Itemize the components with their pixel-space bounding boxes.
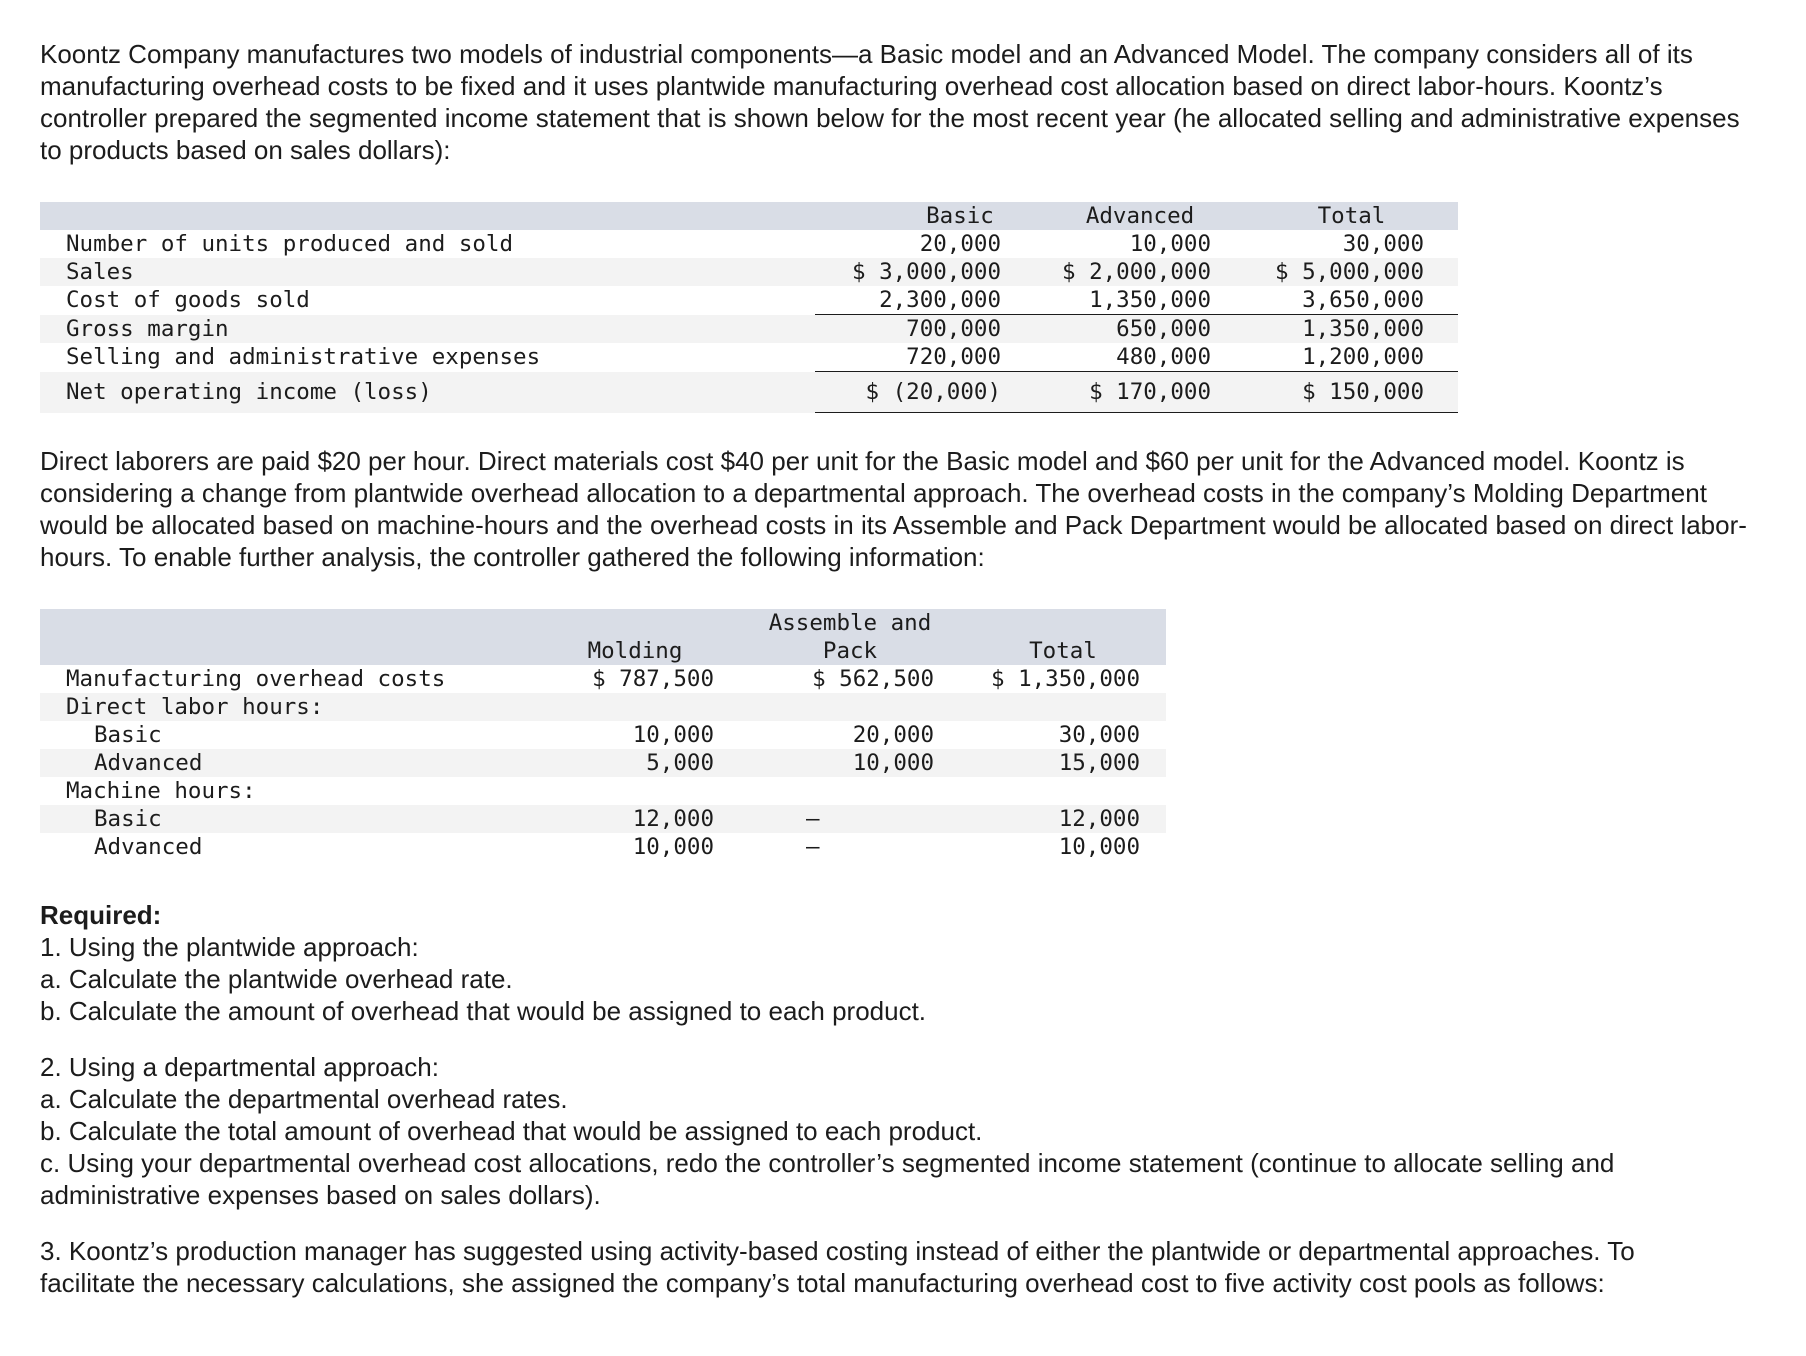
table-row [40,315,1458,344]
cell-molding: $ 787,500 [592,666,714,692]
row-label: Gross margin [40,315,815,344]
col-total-header: Total [1245,202,1458,230]
cell-basic: 720,000 [815,343,1035,372]
cell-total: 1,350,000 [1245,315,1458,344]
cell-advanced: $ 2,000,000 [1035,258,1245,286]
cell-total: $ 150,000 [1245,372,1458,413]
intro-paragraph: Koontz Company manufactures two models of industrial components—a Basic model and an Advanced Model. The company considers all of its manufacturing overhead costs to be fixed and it uses plantwide manufacturing overhead cost allocation based on direct labor-hours. Koontz’s controller prepared the segmented income statement that is shown below for the most recent year (he allocated selling and administrative expenses to products based on sales dollars): [40,39,1740,165]
income-header-row [40,202,1458,230]
col-molding-header: Molding [530,637,740,665]
part2-line: a. Calculate the departmental overhead rates. [40,1084,568,1114]
cell-assemble: $ 562,500 [812,666,934,692]
table-row [40,805,1166,833]
row-label: Manufacturing overhead costs [66,666,446,692]
required-heading: Required: [40,900,162,930]
cell-assemble: 20,000 [852,722,934,748]
cell-advanced: 650,000 [1035,315,1245,344]
required-section [40,899,1780,1299]
cell-advanced: 10,000 [1129,231,1211,257]
table-row [40,721,1166,749]
dept-header-row-1 [40,609,1166,637]
cell-basic: 700,000 [815,315,1035,344]
part2-line: 2. Using a departmental approach: [40,1052,439,1082]
cell-total: 10,000 [1058,834,1140,860]
cell-assemble: – [806,834,820,860]
cell-basic: $ 3,000,000 [815,258,1035,286]
row-label: Advanced [40,749,530,777]
row-label: Advanced [94,834,203,860]
cell-total: 15,000 [960,749,1166,777]
row-label: Sales [40,258,815,286]
row-label: Selling and administrative expenses [66,344,541,371]
cell-assemble: 10,000 [740,749,960,777]
cell-advanced: $ 170,000 [1035,372,1245,413]
table-row [40,777,1166,805]
cell-total: $ 5,000,000 [1245,258,1458,286]
department-table [40,609,1166,861]
problem-document [40,38,1780,1299]
cell-molding: 10,000 [632,834,714,860]
cell-advanced: 1,350,000 [1035,286,1245,315]
income-statement-table [40,202,1458,413]
cell-assemble: – [740,805,960,833]
table-row [40,749,1166,777]
cell-total: 3,650,000 [1245,286,1458,315]
col-basic-header: Basic [815,202,1035,230]
row-label: Cost of goods sold [66,287,310,314]
table-row [40,258,1458,286]
part2-line: c. Using your departmental overhead cost allocations, redo the controller’s segmented income statement (continue to allocate selling and administrative expenses based on sales dollars). [40,1148,1615,1210]
cell-advanced: 480,000 [1035,343,1245,372]
part1-line: 1. Using the plantwide approach: [40,932,419,962]
row-label: Basic [94,722,162,748]
row-label: Number of units produced and sold [66,231,514,257]
table-row [40,286,1458,315]
col-advanced-header: Advanced [1035,202,1245,230]
cell-total: 1,200,000 [1245,343,1458,372]
table-row [40,343,1458,372]
col-assemble-header-line1: Assemble and [740,609,960,637]
part3-paragraph: 3. Koontz’s production manager has suggested using activity-based costing instead of either the plantwide or departmental approaches. To facilitate the necessary calculations, she assigned the company’s total manufacturing overhead cost to five activity cost pools as follows: [40,1236,1635,1298]
cell-total: 30,000 [1342,231,1424,257]
cell-total: $ 1,350,000 [990,666,1140,692]
part1-line: a. Calculate the plantwide overhead rate. [40,964,513,994]
table-row [40,833,1166,861]
cell-molding: 12,000 [530,805,740,833]
col-total-header: Total [960,637,1166,665]
cell-basic: 20,000 [919,231,1001,257]
part2-line: b. Calculate the total amount of overhead that would be assigned to each product. [40,1116,983,1146]
table-row [40,693,1166,721]
cell-molding: 5,000 [530,749,740,777]
section-label: Machine hours: [66,778,256,804]
cell-basic: $ (20,000) [815,372,1035,413]
col-assemble-header-line2: Pack [740,637,960,665]
dept-header-row-2 [40,637,1166,665]
cell-molding: 10,000 [632,722,714,748]
row-label: Basic [40,805,530,833]
middle-paragraph: Direct laborers are paid $20 per hour. Direct materials cost $40 per unit for the Basic model and $60 per unit for the Advanced model. Koontz is considering a change from plantwide overhead allocation to a departmental approach. The overhead costs in the company’s Molding Department would be allocated based on machine-hours and the overhead costs in its Assemble and Pack Department would be allocated based on direct labor-hours. To enable further analysis, the controller gathered the following information: [40,446,1747,572]
cell-total: 12,000 [960,805,1166,833]
cell-basic: 2,300,000 [815,286,1035,315]
cell-total: 30,000 [1058,722,1140,748]
row-label: Net operating income (loss) [40,372,815,413]
table-row [40,665,1166,693]
table-row [40,372,1458,413]
section-label: Direct labor hours: [40,693,530,721]
table-row [40,230,1458,258]
part1-line: b. Calculate the amount of overhead that would be assigned to each product. [40,996,927,1026]
